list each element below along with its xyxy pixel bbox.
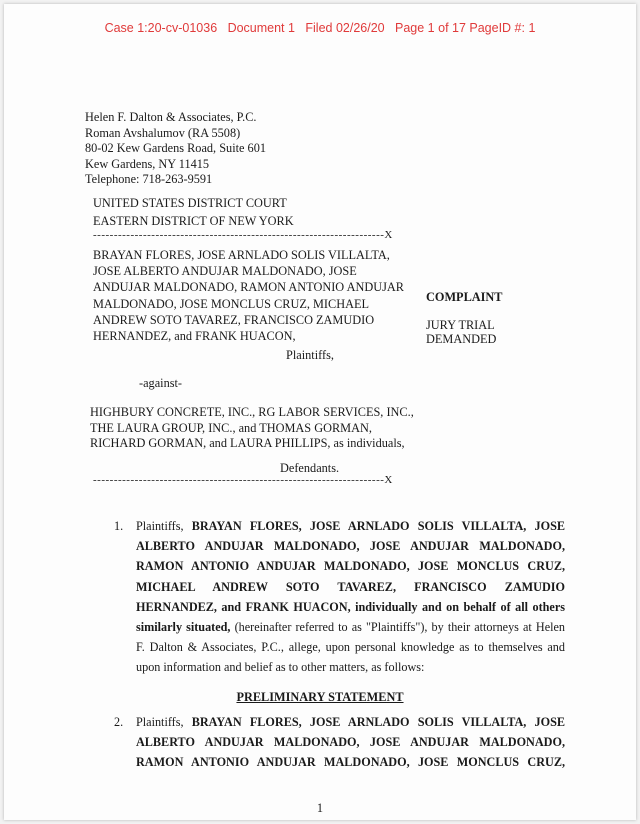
case-header: Case 1:20-cv-01036 Document 1 Filed 02/26/20 Page 1 of 17 PageID #: 1: [104, 21, 536, 35]
paragraph-line: Plaintiffs, BRAYAN FLORES, JOSE ARNLADO SOLIS VILLALTA, JOSE: [136, 715, 566, 729]
defendants-label: Defendants.: [280, 461, 340, 475]
plaintiff-line: JOSE ALBERTO ANDUJAR MALDONADO, JOSE: [93, 264, 357, 279]
against-label: -against-: [139, 376, 183, 390]
paragraph-line: MICHAEL ANDREW SOTO TAVAREZ, FRANCISCO ZAMUDIO: [136, 579, 565, 594]
paragraph-line: similarly situated, (hereinafter referred to as "Plaintiffs"), by their attorneys at Helen: [136, 619, 565, 634]
plaintiff-line: BRAYAN FLORES, JOSE ARNLADO SOLIS VILLALTA,: [93, 248, 390, 262]
jury-line: JURY TRIAL: [426, 318, 495, 332]
plaintiff-line: MALDONADO, JOSE MONCLUS CRUZ, MICHAEL: [93, 296, 370, 311]
paragraph-body: [136, 712, 565, 773]
attorney-line: 80-02 Kew Gardens Road, Suite 601: [85, 141, 267, 156]
court-name: [93, 194, 294, 230]
document-page: [4, 4, 636, 820]
paragraph-number: 1.: [114, 519, 124, 533]
defendant-line: HIGHBURY CONCRETE, INC., RG LABOR SERVICES, INC.,: [90, 405, 414, 419]
court-line: UNITED STATES DISTRICT COURT: [93, 196, 287, 210]
plaintiff-line: ANDUJAR MALDONADO, RAMON ANTONIO ANDUJAR: [93, 280, 404, 295]
defendant-line: THE LAURA GROUP, INC., and THOMAS GORMAN,: [90, 420, 372, 435]
attorney-block: [85, 110, 266, 188]
paragraph-line: ALBERTO ANDUJAR MALDONADO, JOSE ANDUJAR MALDONADO,: [136, 735, 565, 750]
section-heading: PRELIMINARY STATEMENT: [236, 690, 404, 704]
plaintiff-line: HERNANDEZ, and FRANK HUACON,: [93, 329, 296, 344]
attorney-line: Kew Gardens, NY 11415: [85, 156, 210, 171]
jury-trial-demanded: [426, 318, 496, 346]
jury-line: DEMANDED: [426, 332, 497, 346]
paragraph-line: upon information and belief as to other matters, as follows:: [136, 660, 425, 675]
page-number: 1: [316, 801, 324, 815]
defendant-names: [90, 405, 414, 452]
plaintiffs-label: Plaintiffs,: [286, 348, 334, 362]
plaintiff-line: ANDREW SOTO TAVAREZ, FRANCISCO ZAMUDIO: [93, 312, 375, 327]
caption-rule-bottom: ----------------------------------------------------------------------X: [93, 474, 393, 486]
paragraph-line: ALBERTO ANDUJAR MALDONADO, JOSE ANDUJAR MALDONADO,: [136, 539, 565, 554]
complaint-title: COMPLAINT: [426, 290, 503, 304]
caption-rule-top: ----------------------------------------------------------------------X: [93, 229, 393, 241]
paragraph-body: [136, 516, 565, 678]
paragraph-line: F. Dalton & Associates, P.C., allege, upon personal knowledge as to themselves and: [136, 640, 565, 655]
attorney-line: Roman Avshalumov (RA 5508): [85, 125, 241, 140]
court-line: EASTERN DISTRICT OF NEW YORK: [93, 214, 294, 228]
plaintiff-names: [93, 247, 413, 344]
attorney-line: Helen F. Dalton & Associates, P.C.: [85, 110, 257, 124]
paragraph-number: 2.: [114, 715, 124, 729]
attorney-line: Telephone: 718-263-9591: [85, 172, 213, 187]
paragraph-line: HERNANDEZ, and FRANK HUACON, individually and on behalf of all others: [136, 599, 565, 614]
defendant-line: RICHARD GORMAN, and LAURA PHILLIPS, as individuals,: [90, 436, 405, 451]
paragraph-line: RAMON ANTONIO ANDUJAR MALDONADO, JOSE MONCLUS CRUZ,: [136, 755, 565, 770]
paragraph-line: Plaintiffs, BRAYAN FLORES, JOSE ARNLADO SOLIS VILLALTA, JOSE: [136, 519, 566, 533]
paragraph-line: RAMON ANTONIO ANDUJAR MALDONADO, JOSE MONCLUS CRUZ,: [136, 559, 565, 574]
